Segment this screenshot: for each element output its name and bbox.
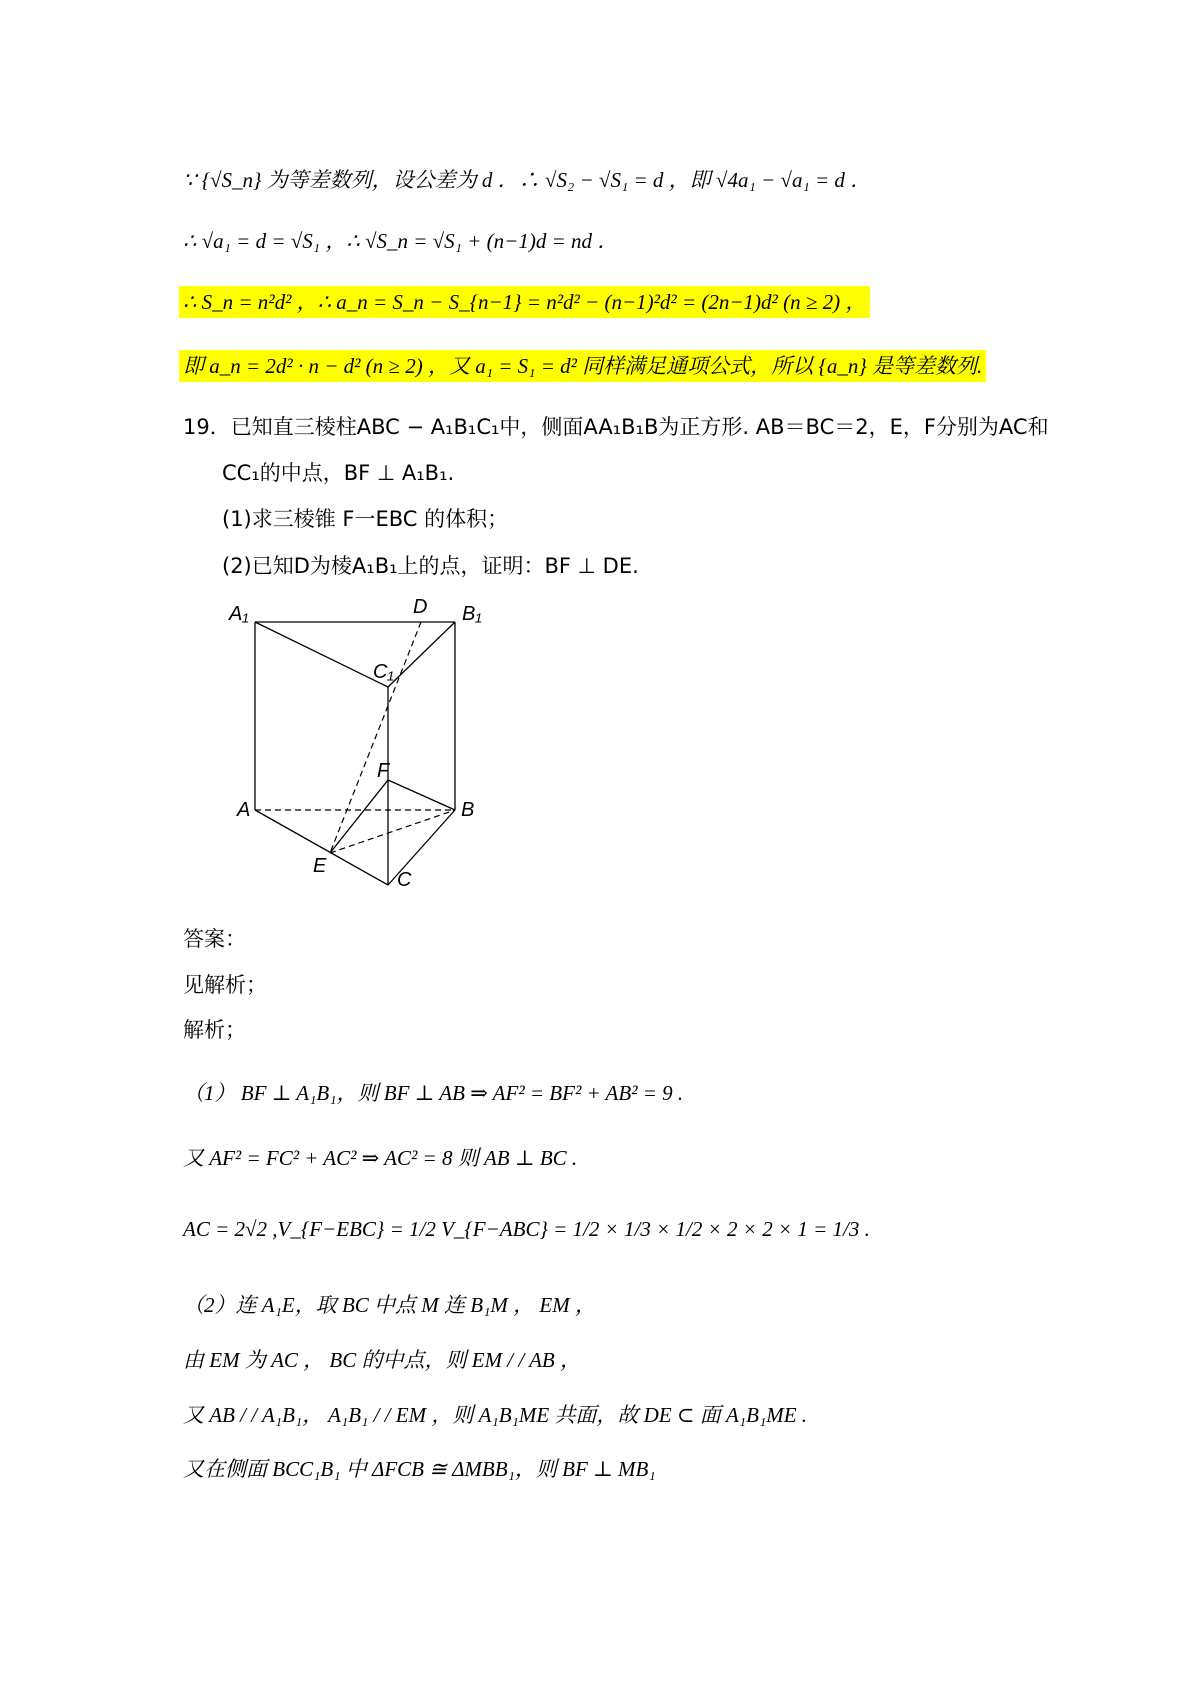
segment-EF <box>330 780 388 853</box>
solution-line-6: 又 AB / / A₁B₁， A₁B₁ / / EM ，则 A₁B₁ME 共面，故 DE ⊂ 面 A₁B₁ME . <box>183 1403 808 1427</box>
label-A1: A₁ <box>229 603 249 625</box>
problem-stem: 已知直三棱柱ABC − A₁B₁C₁中，侧面AA₁B₁B为正方形. AB＝BC＝2，E，F分别为AC和 <box>230 415 1049 439</box>
question-2: (2)已知D为棱A₁B₁上的点，证明：BF ⊥ DE. <box>222 554 639 578</box>
derivation-line-4 <box>183 349 986 383</box>
highlight: 即 a_n = 2d² · n − d² (n ≥ 2) ，又 a₁ = S₁ = d² 同样满足通项公式，所以 {a_n} 是等差数列. <box>179 350 986 382</box>
solution-line-1: （1） BF ⊥ A₁B₁，则 BF ⊥ AB ⇒ AF² = BF² + AB² = 9 . <box>183 1081 684 1105</box>
derivation-line-3 <box>183 285 870 319</box>
label-C1: C₁ <box>373 661 394 683</box>
edge-A1C1 <box>255 622 388 687</box>
label-B: B <box>461 799 475 821</box>
highlight: ∴ S_n = n²d² ，∴ a_n = S_n − S_{n−1} = n²d² − (n−1)²d² = (2n−1)d² (n ≥ 2) ， <box>179 286 870 318</box>
label-B1: B₁ <box>462 603 482 625</box>
prism-figure <box>225 590 495 890</box>
solution-line-4: （2）连 A₁E，取 BC 中点 M 连 B₁M ， EM ， <box>183 1293 596 1317</box>
analysis-label: 解析； <box>183 1018 246 1042</box>
derivation-line-1: ∵ {√S_n} 为等差数列，设公差为 d ．∴ √S₂ − √S₁ = d ，即 √4a₁ − √a₁ = d ． <box>183 168 872 192</box>
label-E: E <box>313 855 327 877</box>
solution-line-7: 又在侧面 BCC₁B₁ 中 ΔFCB ≅ ΔMBB₁，则 BF ⊥ MB₁ <box>183 1457 656 1481</box>
solution-line-2: 又 AF² = FC² + AC² ⇒ AC² = 8 则 AB ⊥ BC . <box>183 1146 578 1170</box>
label-D: D <box>413 596 428 618</box>
label-C: C <box>397 869 412 890</box>
label-A: A <box>237 799 251 821</box>
label-F: F <box>377 760 390 782</box>
segment-DE-hidden <box>330 622 421 853</box>
solution-line-5: 由 EM 为 AC ， BC 的中点，则 EM / / AB ， <box>183 1348 582 1372</box>
solution-line-3: AC = 2√2 ,V_{F−EBC} = 1/2 V_{F−ABC} = 1/2 × 1/3 × 1/2 × 2 × 2 × 1 = 1/3 . <box>183 1217 870 1241</box>
problem-stem-line-2: CC₁的中点，BF ⊥ A₁B₁. <box>222 461 455 485</box>
question-1: (1)求三棱锥 F一EBC 的体积； <box>222 507 509 531</box>
derivation-line-2: ∴ √a₁ = d = √S₁ ，∴ √S_n = √S₁ + (n−1)d = nd ． <box>183 229 619 253</box>
edge-B1C1 <box>388 622 455 687</box>
answer-text: 见解析； <box>183 973 267 997</box>
answer-label: 答案： <box>183 927 246 951</box>
problem-number: 19． <box>183 415 231 439</box>
segment-FB <box>388 780 455 810</box>
problem-stem-line-1 <box>183 410 1049 444</box>
